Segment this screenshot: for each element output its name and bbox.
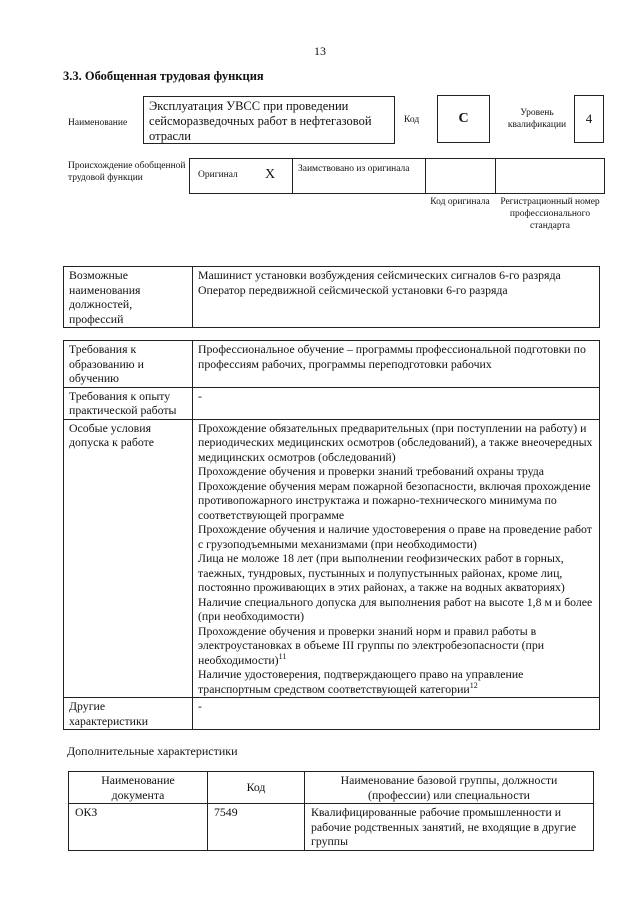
origin-reg-cell [496, 159, 604, 193]
admission-item-with-footnote [198, 667, 594, 696]
qualification-level-label: Уровень квалификации [507, 108, 567, 130]
origin-row [189, 158, 605, 194]
code-original-label: Код оригинала [430, 197, 490, 207]
function-name: Эксплуатация УВСС при проведении сейсморазведочных работ в нефтегазовой отрасли [143, 96, 395, 144]
row-code: 7549 [208, 804, 305, 851]
admission-item: Прохождение обучения и проверки знаний норм и правил работы в электроустановках в объеме III группы по электробезопасности (при необходимости) [198, 623, 545, 667]
footnote-mark: 12 [469, 680, 478, 690]
col-code: Код [208, 772, 305, 804]
reg-number-label: Регистрационный номер профессионального стандарта [500, 197, 600, 231]
original-mark: X [265, 167, 276, 182]
col-document: Наименование документа [69, 772, 208, 804]
education-label: Требования к образованию и обучению [64, 341, 193, 388]
admission-item: Прохождение обучения мерам пожарной безопасности, включая прохождение противопожарного инструктажа и пожарно-технического минимума по соответствующей программе [198, 478, 591, 522]
origin-code-cell [426, 159, 496, 193]
origin-borrowed-cell [293, 159, 426, 193]
code-label: Код [404, 115, 420, 125]
position-item: Машинист установки возбуждения сейсмических сигналов 6-го разряда [198, 268, 561, 282]
admission-item: Лица не моложе 18 лет (при выполнении геофизических работ в горных, таежных, тундровых, пустынных и полупустынных районах, кроме лиц, постоянно проживающих в этих районах, а также на водных акваториях) [198, 551, 565, 594]
additional-title: Дополнительные характеристики [67, 744, 238, 758]
origin-label: Происхождение обобщенной трудовой функции [68, 161, 186, 183]
original-label: Оригинал [198, 170, 238, 180]
admission-item: Наличие специального допуска для выполнения работ на высоте 1,8 м и более (при необходимости) [198, 594, 593, 623]
admission-values [193, 419, 600, 698]
col-group-name: Наименование базовой группы, должности (профессии) или специальности [305, 772, 594, 804]
name-label: Наименование [68, 118, 128, 128]
positions-label: Возможные наименования должностей, профессий [64, 267, 193, 328]
experience-value: - [193, 387, 600, 419]
additional-table [68, 771, 594, 851]
origin-original-cell [190, 159, 293, 193]
borrowed-label: Заимствовано из оригинала [298, 164, 410, 174]
table-row [69, 804, 594, 851]
section-title: 3.3. Обобщенная трудовая функция [63, 69, 264, 83]
requirements-table [63, 340, 600, 730]
page-number: 13 [314, 44, 326, 58]
other-label: Другие характеристики [64, 698, 193, 730]
other-value: - [193, 698, 600, 730]
admission-item: Прохождение обязательных предварительных (при поступлении на работу) и периодических медицинских осмотров (обследований), а также внеочередных медицинских осмотров (обследований) [198, 420, 593, 464]
admission-label: Особые условия допуска к работе [64, 419, 193, 698]
admission-item: Прохождение обучения и наличие удостоверения о праве на проведение работ с грузоподъемными механизмами (при необходимости) [198, 522, 592, 551]
row-group-name: Квалифицированные рабочие промышленности и рабочие родственных занятий, не входящие в другие группы [305, 804, 594, 851]
experience-label: Требования к опыту практической работы [64, 387, 193, 419]
position-item: Оператор передвижной сейсмической установки 6-го разряда [198, 282, 508, 297]
function-code: C [437, 95, 490, 143]
positions-values [193, 267, 600, 328]
admission-item: Наличие удостоверения, подтверждающего право на управление транспортным средством соответствующей категории [198, 667, 524, 696]
footnote-mark: 11 [278, 651, 287, 661]
education-value: Профессиональное обучение – программы профессиональной подготовки по профессиям рабочих, программы переподготовки рабочих [193, 341, 600, 388]
admission-item-with-footnote [198, 624, 594, 668]
row-document: ОКЗ [69, 804, 208, 851]
qualification-level: 4 [574, 95, 604, 143]
positions-table [63, 266, 600, 328]
admission-item: Прохождение обучения и проверки знаний требований охраны труда [198, 464, 545, 478]
